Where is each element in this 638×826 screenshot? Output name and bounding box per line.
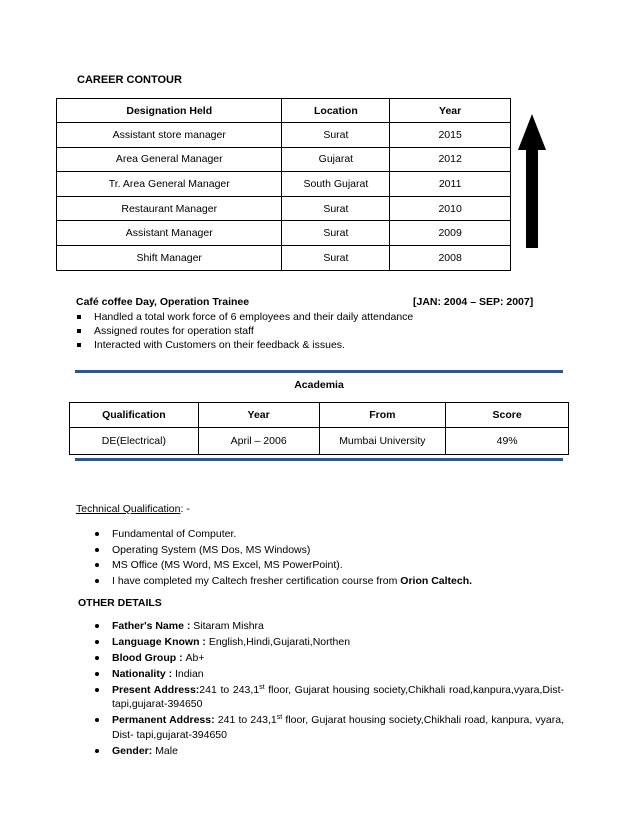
present-address-post: floor, Gujarat housing society,Chikhali road,kanpura,vyara,Dist-tapi,gujarat-394650 bbox=[112, 684, 564, 711]
language-value: English,Hindi,Gujarati,Northen bbox=[208, 636, 351, 648]
permanent-address-label: Permanent Address: bbox=[112, 714, 215, 727]
technical-list bbox=[94, 527, 564, 588]
academia-header-score: Score bbox=[446, 403, 569, 428]
table-row bbox=[57, 172, 511, 197]
list-item: MS Office (MS Word, MS Excel, MS PowerPoint). bbox=[94, 558, 564, 572]
father-value: Sitaram Mishra bbox=[193, 620, 264, 632]
gender-value: Male bbox=[155, 744, 178, 757]
list-item: Fundamental of Computer. bbox=[94, 527, 564, 541]
permanent-address-post: floor, Gujarat housing society,Chikhali road, kanpura, vyara, Dist- tapi,gujarat-394650 bbox=[112, 714, 565, 741]
location-cell: Surat bbox=[282, 221, 390, 246]
designation-cell: Area General Manager bbox=[57, 147, 282, 172]
father-label: Father's Name : bbox=[112, 620, 194, 632]
permanent-address-pre: 241 to 243,1 bbox=[214, 714, 277, 727]
year-cell: 2015 bbox=[390, 123, 511, 148]
list-item: Interacted with Customers on their feedback & issues. bbox=[76, 338, 413, 352]
table-row bbox=[57, 221, 511, 246]
list-item bbox=[94, 683, 564, 712]
designation-cell: Tr. Area General Manager bbox=[57, 172, 282, 197]
list-item bbox=[94, 667, 564, 681]
list-item bbox=[94, 619, 564, 633]
blood-label: Blood Group : bbox=[112, 652, 186, 664]
from-cell: Mumbai University bbox=[319, 428, 446, 455]
blood-value: Ab+ bbox=[185, 652, 205, 664]
designation-cell: Assistant store manager bbox=[57, 123, 282, 148]
present-address-sup: st bbox=[259, 684, 265, 691]
table-row bbox=[57, 196, 511, 221]
year-cell: 2010 bbox=[390, 196, 511, 221]
career-title: CAREER CONTOUR bbox=[77, 74, 182, 86]
table-row bbox=[57, 245, 511, 270]
list-item: Handled a total work force of 6 employees and their daily attendance bbox=[76, 310, 413, 324]
list-item: Assigned routes for operation staff bbox=[76, 324, 413, 338]
academia-table bbox=[69, 402, 569, 455]
permanent-address-sup: st bbox=[276, 714, 283, 722]
year-cell: 2008 bbox=[390, 245, 511, 270]
present-address-pre: 241 to 243,1 bbox=[199, 684, 260, 696]
list-item bbox=[94, 651, 564, 665]
score-cell: 49% bbox=[446, 428, 569, 455]
other-details-heading: OTHER DETAILS bbox=[78, 597, 162, 609]
academia-top-rule bbox=[75, 370, 563, 373]
table-row bbox=[57, 123, 511, 148]
location-cell: Surat bbox=[282, 245, 390, 270]
year-cell: 2009 bbox=[390, 221, 511, 246]
up-arrow-icon bbox=[517, 114, 547, 250]
language-label: Language Known : bbox=[112, 636, 209, 648]
technical-heading bbox=[76, 503, 190, 515]
academia-header-qualification: Qualification bbox=[70, 403, 199, 428]
career-header-row bbox=[57, 99, 511, 123]
location-cell: Surat bbox=[282, 123, 390, 148]
list-item bbox=[94, 635, 564, 649]
career-table bbox=[56, 98, 511, 271]
list-item bbox=[94, 574, 564, 588]
academia-bottom-rule bbox=[75, 458, 563, 461]
list-item bbox=[94, 744, 564, 758]
certification-institute: Orion Caltech. bbox=[400, 574, 473, 587]
academia-header-year: Year bbox=[198, 403, 319, 428]
nationality-value: Indian bbox=[175, 668, 204, 680]
designation-cell: Shift Manager bbox=[57, 245, 282, 270]
job-period: [JAN: 2004 – SEP: 2007] bbox=[413, 296, 534, 308]
designation-cell: Assistant Manager bbox=[57, 221, 282, 246]
qualification-cell: DE(Electrical) bbox=[70, 428, 199, 455]
job-bullets bbox=[76, 310, 413, 352]
academia-header-from: From bbox=[319, 403, 446, 428]
technical-heading-text: Technical Qualification bbox=[76, 503, 181, 515]
table-row bbox=[70, 428, 569, 455]
academia-title: Academia bbox=[294, 379, 344, 391]
gender-label: Gender: bbox=[112, 744, 156, 757]
other-details-list bbox=[94, 619, 564, 760]
career-header-designation: Designation Held bbox=[57, 99, 282, 123]
present-address-label: Present Address: bbox=[112, 684, 200, 696]
nationality-label: Nationality : bbox=[112, 668, 176, 680]
year-cell: 2012 bbox=[390, 147, 511, 172]
technical-heading-suffix: : - bbox=[180, 503, 190, 515]
job-title: Café coffee Day, Operation Trainee bbox=[76, 296, 250, 308]
academia-header-row bbox=[70, 403, 569, 428]
designation-cell: Restaurant Manager bbox=[57, 196, 282, 221]
table-row bbox=[57, 147, 511, 172]
location-cell: Gujarat bbox=[282, 147, 390, 172]
location-cell: Surat bbox=[282, 196, 390, 221]
list-item bbox=[94, 713, 564, 742]
location-cell: South Gujarat bbox=[282, 172, 390, 197]
year-cell: 2011 bbox=[390, 172, 511, 197]
career-header-location: Location bbox=[282, 99, 390, 123]
list-item: Operating System (MS Dos, MS Windows) bbox=[94, 543, 564, 557]
certification-text: I have completed my Caltech fresher certification course from bbox=[112, 574, 401, 587]
career-header-year: Year bbox=[390, 99, 511, 123]
year-cell: April – 2006 bbox=[198, 428, 319, 455]
